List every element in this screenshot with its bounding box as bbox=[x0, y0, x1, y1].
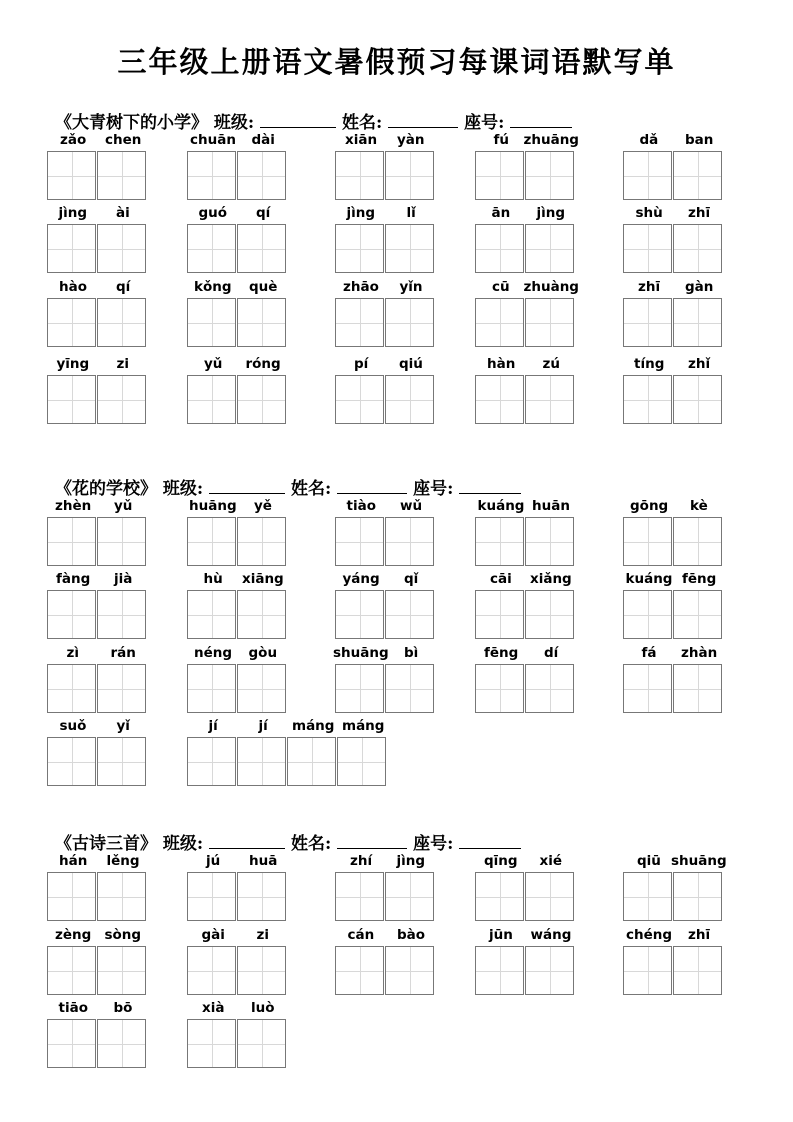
tianzige-cell[interactable] bbox=[237, 1019, 286, 1068]
pinyin-label: bì bbox=[404, 645, 419, 661]
pinyin-label: yǔ bbox=[204, 356, 223, 372]
pinyin-label: ài bbox=[116, 205, 130, 221]
tianzige-cell[interactable] bbox=[673, 946, 722, 995]
tianzige-cell[interactable] bbox=[525, 664, 574, 713]
tianzige-cell[interactable] bbox=[47, 224, 96, 273]
pinyin-label: kǒng bbox=[194, 279, 232, 295]
pinyin-label: cán bbox=[347, 927, 375, 943]
pinyin-label: zhèn bbox=[55, 498, 92, 514]
pinyin-label: zhī bbox=[688, 927, 711, 943]
section-header bbox=[55, 829, 521, 854]
page-title: 三年级上册语文暑假预习每课词语默写单 bbox=[117, 45, 676, 79]
pinyin-label: qiū bbox=[637, 853, 661, 869]
pinyin-label: bō bbox=[113, 1000, 133, 1016]
pinyin-label: kuáng bbox=[625, 571, 673, 587]
pinyin-label: yǔ bbox=[114, 498, 133, 514]
pinyin-label: suǒ bbox=[59, 718, 87, 734]
pinyin-label: néng bbox=[194, 645, 233, 661]
pinyin-label: qí bbox=[116, 279, 131, 295]
tianzige-cell[interactable] bbox=[525, 590, 574, 639]
tianzige-cell[interactable] bbox=[187, 946, 236, 995]
pinyin-label: qǐ bbox=[404, 571, 419, 587]
tianzige-cell[interactable] bbox=[525, 224, 574, 273]
tianzige-cell[interactable] bbox=[475, 590, 524, 639]
pinyin-label: wǔ bbox=[400, 498, 423, 514]
pinyin-label: xiǎng bbox=[530, 571, 572, 587]
tianzige-cell[interactable] bbox=[623, 517, 672, 566]
writing-boxes bbox=[47, 946, 147, 995]
tianzige-cell[interactable] bbox=[237, 151, 286, 200]
tianzige-cell[interactable] bbox=[237, 872, 286, 921]
pinyin-label: jí bbox=[208, 718, 218, 734]
tianzige-cell[interactable] bbox=[475, 298, 524, 347]
class-blank[interactable] bbox=[260, 113, 336, 128]
pinyin-label: chéng bbox=[626, 927, 673, 943]
pinyin-label: zhuāng bbox=[523, 132, 579, 148]
pinyin-label: què bbox=[249, 279, 278, 295]
writing-boxes bbox=[335, 590, 435, 639]
pinyin-label: zǎo bbox=[60, 132, 87, 148]
tianzige-cell[interactable] bbox=[47, 151, 96, 200]
pinyin-label: fú bbox=[493, 132, 509, 148]
pinyin-label: zú bbox=[542, 356, 560, 372]
tianzige-cell[interactable] bbox=[187, 664, 236, 713]
tianzige-cell[interactable] bbox=[335, 224, 384, 273]
tianzige-cell[interactable] bbox=[335, 151, 384, 200]
pinyin-label: lǐ bbox=[406, 205, 416, 221]
tianzige-cell[interactable] bbox=[673, 224, 722, 273]
tianzige-cell[interactable] bbox=[237, 224, 286, 273]
name-blank[interactable] bbox=[388, 113, 458, 128]
writing-boxes bbox=[335, 517, 435, 566]
seat-label: 座号: bbox=[413, 479, 454, 499]
pinyin-label: jìng bbox=[58, 205, 88, 221]
class-label: 班级: bbox=[162, 834, 204, 854]
pinyin-label: xià bbox=[202, 1000, 225, 1016]
tianzige-cell[interactable] bbox=[97, 590, 146, 639]
tianzige-cell[interactable] bbox=[623, 590, 672, 639]
tianzige-cell[interactable] bbox=[47, 946, 96, 995]
pinyin-label: fàng bbox=[56, 571, 91, 587]
tianzige-cell[interactable] bbox=[335, 664, 384, 713]
writing-boxes bbox=[475, 151, 575, 200]
writing-boxes bbox=[187, 872, 287, 921]
writing-boxes bbox=[187, 737, 387, 786]
pinyin-label: huāng bbox=[189, 498, 237, 514]
tianzige-cell[interactable] bbox=[97, 872, 146, 921]
tianzige-cell[interactable] bbox=[385, 375, 434, 424]
writing-boxes bbox=[47, 872, 147, 921]
writing-boxes bbox=[335, 151, 435, 200]
pinyin-label: yīng bbox=[56, 356, 90, 372]
tianzige-cell[interactable] bbox=[385, 517, 434, 566]
name-label: 姓名: bbox=[291, 834, 332, 854]
tianzige-cell[interactable] bbox=[335, 590, 384, 639]
writing-boxes bbox=[47, 737, 147, 786]
tianzige-cell[interactable] bbox=[623, 375, 672, 424]
pinyin-label: tiào bbox=[346, 498, 376, 514]
writing-boxes bbox=[187, 375, 287, 424]
pinyin-label: jú bbox=[206, 853, 221, 869]
tianzige-cell[interactable] bbox=[623, 224, 672, 273]
writing-boxes bbox=[47, 224, 147, 273]
seat-blank[interactable] bbox=[459, 479, 521, 494]
pinyin-label: máng bbox=[342, 718, 385, 734]
name-label: 姓名: bbox=[342, 113, 383, 133]
writing-boxes bbox=[187, 298, 287, 347]
pinyin-label: tiāo bbox=[58, 1000, 88, 1016]
writing-boxes bbox=[623, 375, 723, 424]
tianzige-cell[interactable] bbox=[385, 664, 434, 713]
tianzige-cell[interactable] bbox=[187, 590, 236, 639]
tianzige-cell[interactable] bbox=[335, 298, 384, 347]
tianzige-cell[interactable] bbox=[187, 517, 236, 566]
tianzige-cell[interactable] bbox=[673, 590, 722, 639]
pinyin-label: gōng bbox=[630, 498, 669, 514]
tianzige-cell[interactable] bbox=[237, 517, 286, 566]
writing-boxes bbox=[475, 224, 575, 273]
pinyin-label: wáng bbox=[530, 927, 572, 943]
tianzige-cell[interactable] bbox=[187, 151, 236, 200]
pinyin-label: máng bbox=[292, 718, 335, 734]
pinyin-label: chen bbox=[105, 132, 142, 148]
tianzige-cell[interactable] bbox=[673, 517, 722, 566]
pinyin-label: hào bbox=[59, 279, 87, 295]
name-blank[interactable] bbox=[337, 479, 407, 494]
pinyin-label: huān bbox=[532, 498, 570, 514]
seat-label: 座号: bbox=[413, 834, 454, 854]
pinyin-label: hàn bbox=[487, 356, 516, 372]
tianzige-cell[interactable] bbox=[525, 298, 574, 347]
tianzige-cell[interactable] bbox=[97, 151, 146, 200]
seat-blank[interactable] bbox=[459, 834, 521, 849]
pinyin-label: jìng bbox=[346, 205, 376, 221]
writing-boxes bbox=[623, 151, 723, 200]
tianzige-cell[interactable] bbox=[673, 872, 722, 921]
pinyin-label: jìng bbox=[396, 853, 426, 869]
pinyin-label: hù bbox=[203, 571, 223, 587]
tianzige-cell[interactable] bbox=[97, 224, 146, 273]
tianzige-cell[interactable] bbox=[97, 517, 146, 566]
pinyin-label: hán bbox=[59, 853, 88, 869]
pinyin-label: zhǐ bbox=[688, 356, 711, 372]
writing-boxes bbox=[335, 946, 435, 995]
tianzige-cell[interactable] bbox=[335, 375, 384, 424]
pinyin-label: zhī bbox=[688, 205, 711, 221]
tianzige-cell[interactable] bbox=[337, 737, 386, 786]
tianzige-cell[interactable] bbox=[673, 664, 722, 713]
pinyin-label: yàn bbox=[397, 132, 425, 148]
pinyin-label: zhāo bbox=[343, 279, 379, 295]
tianzige-cell[interactable] bbox=[237, 664, 286, 713]
writing-boxes bbox=[187, 224, 287, 273]
pinyin-label: jí bbox=[258, 718, 268, 734]
pinyin-label: qiú bbox=[399, 356, 423, 372]
tianzige-cell[interactable] bbox=[385, 872, 434, 921]
lesson-title: 《大青树下的小学》 bbox=[55, 113, 208, 133]
seat-blank[interactable] bbox=[510, 113, 572, 128]
pinyin-label: yǐ bbox=[116, 718, 130, 734]
pinyin-label: zi bbox=[256, 927, 269, 943]
writing-boxes bbox=[47, 664, 147, 713]
pinyin-label: tíng bbox=[634, 356, 665, 372]
writing-boxes bbox=[475, 664, 575, 713]
pinyin-label: jūn bbox=[489, 927, 513, 943]
pinyin-label: chuān bbox=[190, 132, 236, 148]
lesson-title: 《花的学校》 bbox=[55, 479, 157, 499]
pinyin-label: fá bbox=[641, 645, 657, 661]
pinyin-label: shù bbox=[635, 205, 663, 221]
pinyin-label: zi bbox=[116, 356, 129, 372]
pinyin-label: zhuàng bbox=[523, 279, 579, 295]
pinyin-label: qí bbox=[256, 205, 271, 221]
writing-boxes bbox=[47, 590, 147, 639]
tianzige-cell[interactable] bbox=[475, 664, 524, 713]
class-label: 班级: bbox=[162, 479, 204, 499]
name-blank[interactable] bbox=[337, 834, 407, 849]
pinyin-label: jià bbox=[114, 571, 133, 587]
tianzige-cell[interactable] bbox=[97, 946, 146, 995]
seat-label: 座号: bbox=[464, 113, 505, 133]
tianzige-cell[interactable] bbox=[237, 375, 286, 424]
tianzige-cell[interactable] bbox=[237, 946, 286, 995]
tianzige-cell[interactable] bbox=[97, 298, 146, 347]
tianzige-cell[interactable] bbox=[47, 517, 96, 566]
lesson-title: 《古诗三首》 bbox=[55, 834, 157, 854]
tianzige-cell[interactable] bbox=[623, 664, 672, 713]
pinyin-label: xié bbox=[539, 853, 562, 869]
writing-boxes bbox=[475, 298, 575, 347]
writing-boxes bbox=[335, 224, 435, 273]
pinyin-label: yǐn bbox=[399, 279, 423, 295]
tianzige-cell[interactable] bbox=[385, 298, 434, 347]
writing-boxes bbox=[47, 1019, 147, 1068]
pinyin-label: fēng bbox=[682, 571, 717, 587]
tianzige-cell[interactable] bbox=[287, 737, 336, 786]
pinyin-label: lěng bbox=[106, 853, 140, 869]
writing-boxes bbox=[187, 664, 287, 713]
pinyin-label: yáng bbox=[342, 571, 380, 587]
tianzige-cell[interactable] bbox=[673, 298, 722, 347]
writing-boxes bbox=[475, 375, 575, 424]
tianzige-cell[interactable] bbox=[97, 375, 146, 424]
writing-boxes bbox=[623, 298, 723, 347]
tianzige-cell[interactable] bbox=[97, 1019, 146, 1068]
pinyin-label: jìng bbox=[536, 205, 566, 221]
writing-boxes bbox=[335, 872, 435, 921]
tianzige-cell[interactable] bbox=[673, 375, 722, 424]
pinyin-label: zhí bbox=[350, 853, 373, 869]
tianzige-cell[interactable] bbox=[525, 946, 574, 995]
tianzige-cell[interactable] bbox=[525, 375, 574, 424]
writing-boxes bbox=[623, 224, 723, 273]
writing-boxes bbox=[335, 375, 435, 424]
section-header bbox=[55, 474, 521, 499]
pinyin-label: xiāng bbox=[242, 571, 284, 587]
pinyin-label: xiān bbox=[345, 132, 378, 148]
writing-boxes bbox=[47, 151, 147, 200]
pinyin-label: zèng bbox=[55, 927, 92, 943]
section-header bbox=[55, 108, 572, 133]
tianzige-cell[interactable] bbox=[525, 517, 574, 566]
pinyin-label: dài bbox=[251, 132, 275, 148]
writing-boxes bbox=[623, 946, 723, 995]
writing-boxes bbox=[623, 664, 723, 713]
pinyin-label: rán bbox=[110, 645, 136, 661]
pinyin-label: sòng bbox=[104, 927, 142, 943]
writing-boxes bbox=[187, 1019, 287, 1068]
tianzige-cell[interactable] bbox=[97, 664, 146, 713]
tianzige-cell[interactable] bbox=[623, 946, 672, 995]
tianzige-cell[interactable] bbox=[187, 375, 236, 424]
writing-boxes bbox=[623, 872, 723, 921]
writing-boxes bbox=[623, 590, 723, 639]
writing-boxes bbox=[187, 946, 287, 995]
tianzige-cell[interactable] bbox=[623, 872, 672, 921]
pinyin-label: róng bbox=[245, 356, 281, 372]
pinyin-label: ān bbox=[491, 205, 511, 221]
pinyin-label: fēng bbox=[484, 645, 519, 661]
pinyin-label: gài bbox=[201, 927, 225, 943]
tianzige-cell[interactable] bbox=[187, 298, 236, 347]
class-blank[interactable] bbox=[209, 479, 285, 494]
writing-boxes bbox=[475, 590, 575, 639]
pinyin-label: yě bbox=[254, 498, 272, 514]
pinyin-label: dí bbox=[544, 645, 559, 661]
class-blank[interactable] bbox=[209, 834, 285, 849]
pinyin-label: luò bbox=[251, 1000, 275, 1016]
tianzige-cell[interactable] bbox=[623, 151, 672, 200]
tianzige-cell[interactable] bbox=[475, 517, 524, 566]
pinyin-label: gàn bbox=[685, 279, 714, 295]
tianzige-cell[interactable] bbox=[385, 224, 434, 273]
tianzige-cell[interactable] bbox=[673, 151, 722, 200]
pinyin-label: guó bbox=[198, 205, 228, 221]
writing-boxes bbox=[335, 664, 435, 713]
writing-boxes bbox=[475, 517, 575, 566]
tianzige-cell[interactable] bbox=[385, 151, 434, 200]
tianzige-cell[interactable] bbox=[475, 151, 524, 200]
writing-boxes bbox=[335, 298, 435, 347]
writing-boxes bbox=[47, 517, 147, 566]
pinyin-label: pí bbox=[354, 356, 369, 372]
pinyin-label: qīng bbox=[484, 853, 518, 869]
tianzige-cell[interactable] bbox=[237, 737, 286, 786]
pinyin-label: kè bbox=[690, 498, 708, 514]
tianzige-cell[interactable] bbox=[475, 224, 524, 273]
tianzige-cell[interactable] bbox=[47, 1019, 96, 1068]
tianzige-cell[interactable] bbox=[475, 946, 524, 995]
pinyin-label: dǎ bbox=[639, 132, 659, 148]
tianzige-cell[interactable] bbox=[475, 375, 524, 424]
writing-boxes bbox=[187, 590, 287, 639]
tianzige-cell[interactable] bbox=[623, 298, 672, 347]
writing-boxes bbox=[623, 517, 723, 566]
tianzige-cell[interactable] bbox=[187, 872, 236, 921]
tianzige-cell[interactable] bbox=[47, 737, 96, 786]
tianzige-cell[interactable] bbox=[385, 590, 434, 639]
pinyin-label: cū bbox=[492, 279, 510, 295]
tianzige-cell[interactable] bbox=[237, 590, 286, 639]
tianzige-cell[interactable] bbox=[47, 590, 96, 639]
tianzige-cell[interactable] bbox=[475, 872, 524, 921]
writing-boxes bbox=[475, 946, 575, 995]
tianzige-cell[interactable] bbox=[187, 737, 236, 786]
writing-boxes bbox=[475, 872, 575, 921]
pinyin-label: shuāng bbox=[671, 853, 727, 869]
class-label: 班级: bbox=[213, 113, 255, 133]
tianzige-cell[interactable] bbox=[47, 664, 96, 713]
pinyin-label: ban bbox=[685, 132, 714, 148]
pinyin-label: gòu bbox=[248, 645, 278, 661]
pinyin-label: kuáng bbox=[477, 498, 525, 514]
writing-boxes bbox=[187, 517, 287, 566]
writing-boxes bbox=[187, 151, 287, 200]
pinyin-label: zhàn bbox=[681, 645, 718, 661]
pinyin-label: cāi bbox=[490, 571, 512, 587]
tianzige-cell[interactable] bbox=[97, 737, 146, 786]
writing-boxes bbox=[47, 375, 147, 424]
pinyin-label: zì bbox=[66, 645, 79, 661]
tianzige-cell[interactable] bbox=[335, 946, 384, 995]
pinyin-label: huā bbox=[249, 853, 278, 869]
pinyin-label: shuāng bbox=[333, 645, 389, 661]
tianzige-cell[interactable] bbox=[525, 872, 574, 921]
writing-boxes bbox=[47, 298, 147, 347]
tianzige-cell[interactable] bbox=[47, 298, 96, 347]
tianzige-cell[interactable] bbox=[385, 946, 434, 995]
pinyin-label: bào bbox=[397, 927, 426, 943]
tianzige-cell[interactable] bbox=[187, 224, 236, 273]
tianzige-cell[interactable] bbox=[335, 517, 384, 566]
tianzige-cell[interactable] bbox=[335, 872, 384, 921]
tianzige-cell[interactable] bbox=[237, 298, 286, 347]
tianzige-cell[interactable] bbox=[47, 375, 96, 424]
pinyin-label: zhī bbox=[638, 279, 661, 295]
tianzige-cell[interactable] bbox=[187, 1019, 236, 1068]
tianzige-cell[interactable] bbox=[47, 872, 96, 921]
name-label: 姓名: bbox=[291, 479, 332, 499]
tianzige-cell[interactable] bbox=[525, 151, 574, 200]
